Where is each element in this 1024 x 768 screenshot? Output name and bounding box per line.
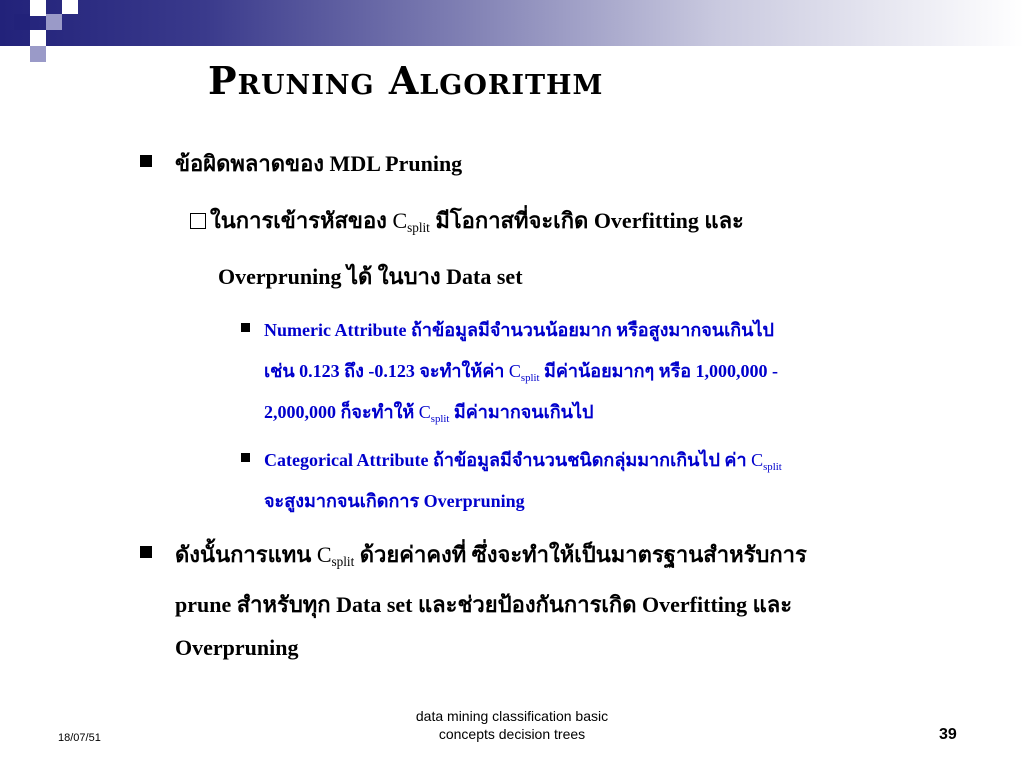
bullet-1-text: ข้อผิดพลาดของ MDL Pruning (175, 151, 463, 176)
categorical-line-2: จะสูงมากจนเกิดการ Overpruning (264, 491, 525, 511)
categorical-line-1: Categorical Attribute ถ้าข้อมูลมีจำนวนชนิดกลุ่มมากเกินไป ค่า $C_{split}$ (264, 450, 782, 473)
c-split-symbol: $C_{split}$ (418, 402, 450, 425)
bullet-square-1 (140, 155, 152, 167)
bullet-2-line-1: ดังนั้นการแทน $C_{split}$ ด้วยค่าคงที่ ซึ่งจะทำให้เป็นมาตรฐานสำหรับการ (175, 542, 807, 569)
bullet-square-numeric (241, 323, 250, 332)
decor-square-3 (30, 30, 46, 46)
footer-caption (362, 707, 662, 743)
decor-square-4 (46, 14, 62, 30)
c-split-symbol: $C_{split}$ (508, 361, 540, 384)
footer-date: 18/07/51 (58, 732, 101, 744)
decor-square-7 (62, 0, 78, 14)
sub-bullet-1-line-2: Overpruning ได้ ในบาง Data set (218, 264, 523, 289)
sub-bullet-1-line-1 (190, 203, 744, 238)
decor-square-1 (14, 14, 30, 30)
footer-caption-line-2: concepts decision trees (438, 726, 586, 742)
numeric-line-2: เช่น 0.123 ถึง -0.123 จะทำให้ค่า $C_{split}$ มีค่าน้อยมากๆ หรือ 1,000,000 - (264, 361, 779, 384)
bullet-2-line-3: Overpruning (175, 635, 299, 660)
bullet-2-line-2: prune สำหรับทุก Data set และช่วยป้องกันการเกิด Overfitting และ (175, 592, 793, 617)
numeric-line-1: Numeric Attribute ถ้าข้อมูลมีจำนวนน้อยมาก หรือสูงมากจนเกินไป (264, 320, 774, 340)
decor-square-6 (30, 46, 46, 62)
sub-bullet-1-text-b: มีโอกาสที่จะเกิด Overfitting และ (429, 208, 744, 233)
page-number: 39 (939, 726, 957, 743)
decor-square-2 (30, 0, 46, 16)
slide-title: Pruning Algorithm (208, 58, 604, 103)
decor-square-5 (14, 46, 30, 62)
header-gradient-bar (0, 0, 1024, 46)
c-split-symbol: $C_{split}$ (751, 450, 782, 473)
numeric-line-3: 2,000,000 ก็จะทำให้ $C_{split}$ มีค่ามากจนเกินไป (264, 402, 594, 425)
bullet-square-2 (140, 546, 152, 558)
bullet-square-categorical (241, 453, 250, 462)
footer-caption-line-1: data mining classification basic (415, 708, 609, 724)
open-square-bullet (190, 213, 206, 229)
sub-bullet-1-text-a: ในการเข้ารหัสของ (210, 208, 393, 233)
c-split-symbol: $C_{split}$ (392, 208, 430, 235)
c-split-symbol: $C_{split}$ (316, 542, 355, 569)
